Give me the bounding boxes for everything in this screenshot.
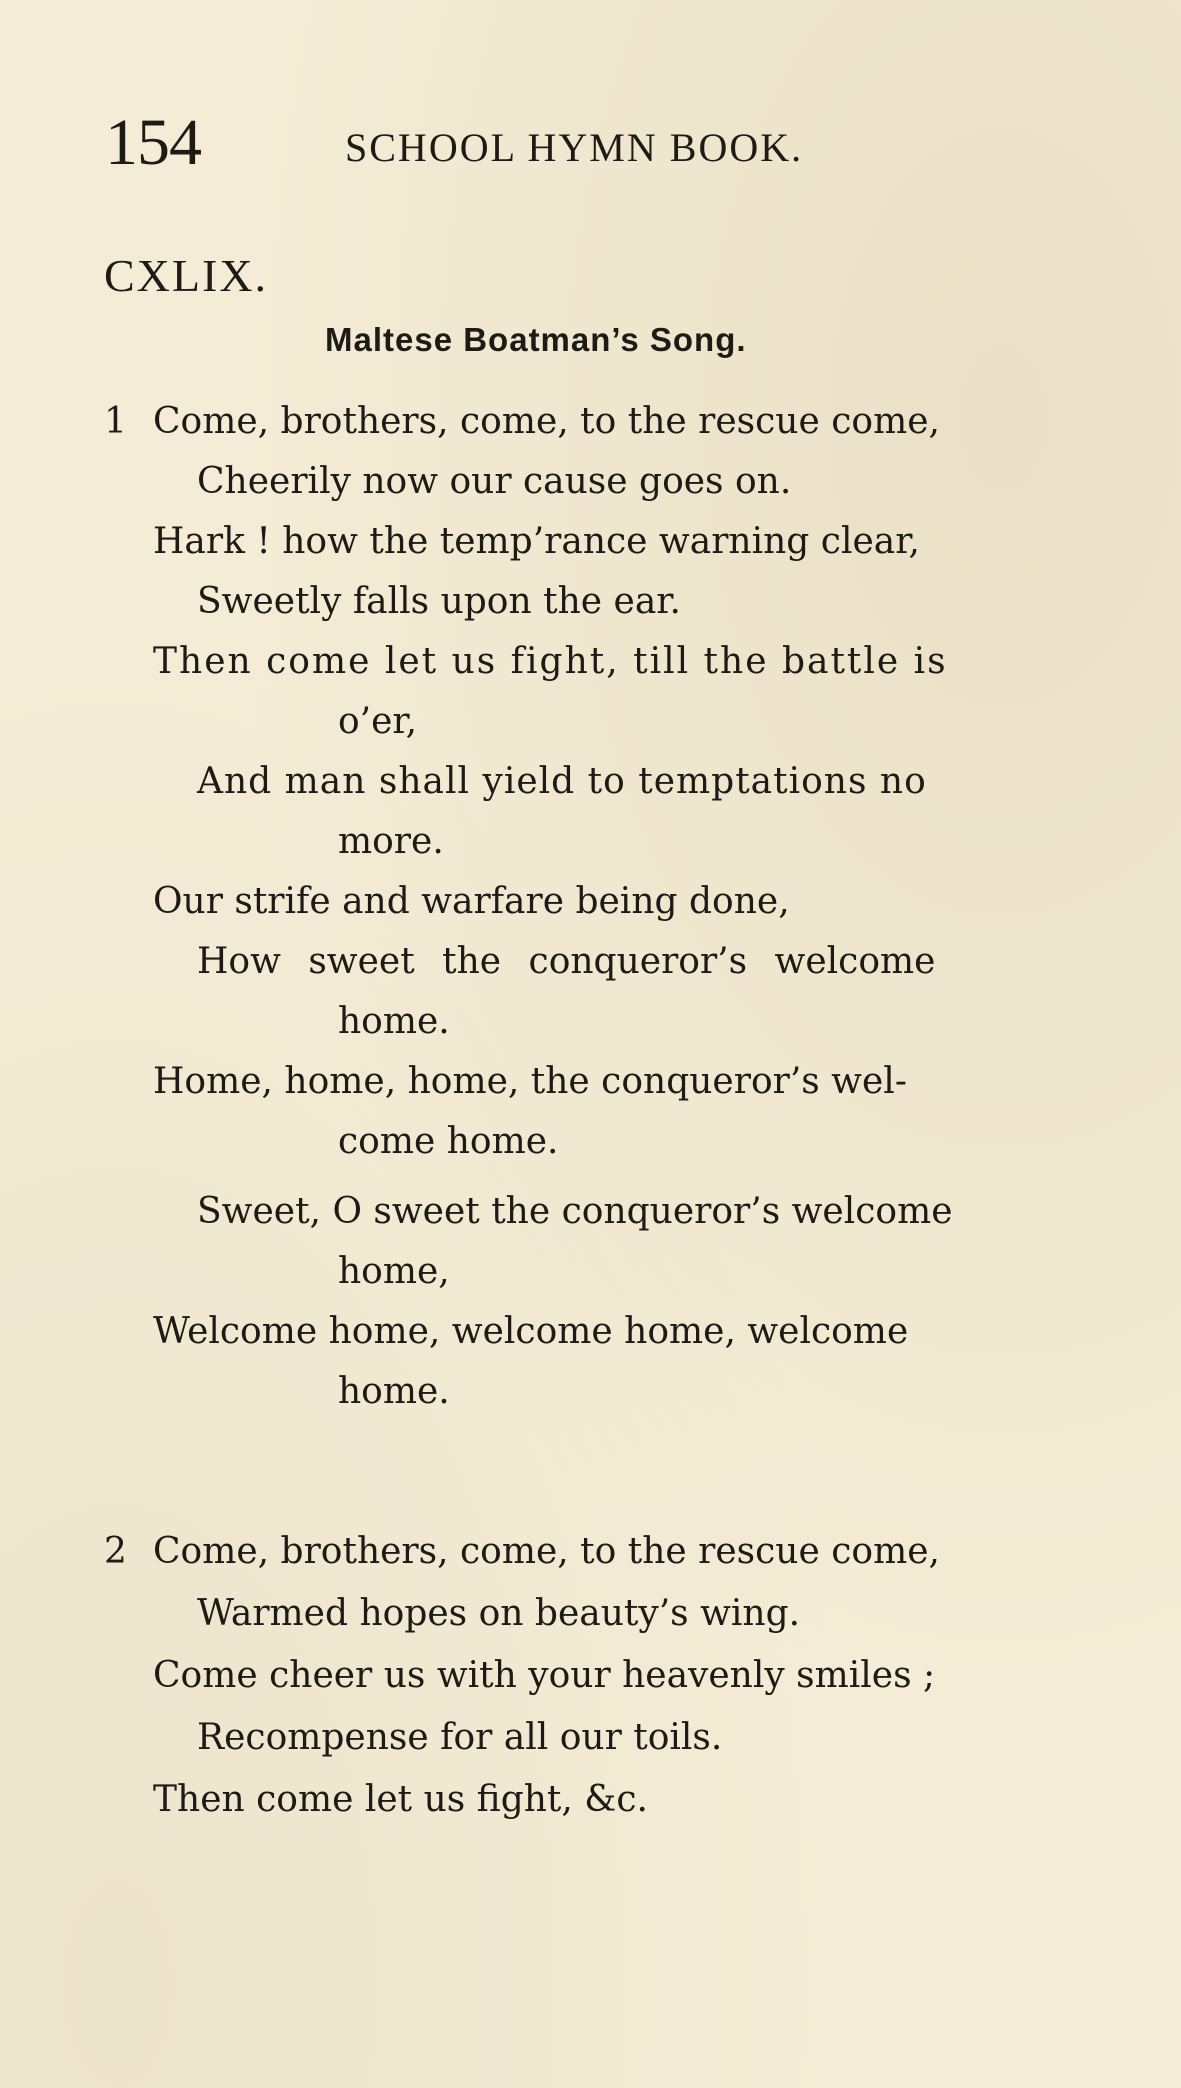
verse-line: home.: [338, 1371, 450, 1412]
verse-line: come home.: [338, 1121, 559, 1162]
verse-line: Then come let us fight, till the battle is: [153, 641, 948, 682]
verse-line: Hark ! how the temp’rance warning clear,: [153, 521, 920, 562]
verse-line: Then come let us fight, &c.: [153, 1779, 648, 1820]
hymn-title: Maltese Boatman’s Song.: [325, 321, 747, 358]
verse-number: 1: [104, 401, 127, 442]
verse-line: Welcome home, welcome home, welcome: [153, 1311, 909, 1352]
verse-line: home,: [338, 1251, 450, 1292]
verse-line: How sweet the conqueror’s welcome: [197, 941, 936, 982]
hymn-number: CXLIX.: [104, 250, 269, 301]
verse-line: And man shall yield to temptations no: [197, 761, 927, 802]
verse-number: 2: [104, 1531, 127, 1572]
verse-line: Come cheer us with your heavenly smiles ;: [153, 1655, 936, 1696]
page-header: [105, 108, 1105, 178]
verse-line: Cheerily now our cause goes on.: [197, 461, 792, 502]
verse-line: home.: [338, 1001, 450, 1042]
verse-line: Home, home, home, the conqueror’s wel-: [153, 1061, 907, 1102]
verse-line: Come, brothers, come, to the rescue come,: [153, 1531, 940, 1572]
page-number: 154: [105, 106, 201, 179]
verse-line: o’er,: [338, 701, 418, 742]
verse-line: Sweet, O sweet the conqueror’s welcome: [197, 1191, 953, 1232]
verse-line: Recompense for all our toils.: [197, 1717, 723, 1758]
verse-line: more.: [338, 821, 444, 862]
verse-line: Our strife and warfare being done,: [153, 881, 790, 922]
running-head: SCHOOL HYMN BOOK.: [345, 125, 804, 170]
verse-line: Warmed hopes on beauty’s wing.: [197, 1593, 801, 1634]
verse-line: Come, brothers, come, to the rescue come,: [153, 401, 940, 442]
verse-line: Sweetly falls upon the ear.: [197, 581, 681, 622]
